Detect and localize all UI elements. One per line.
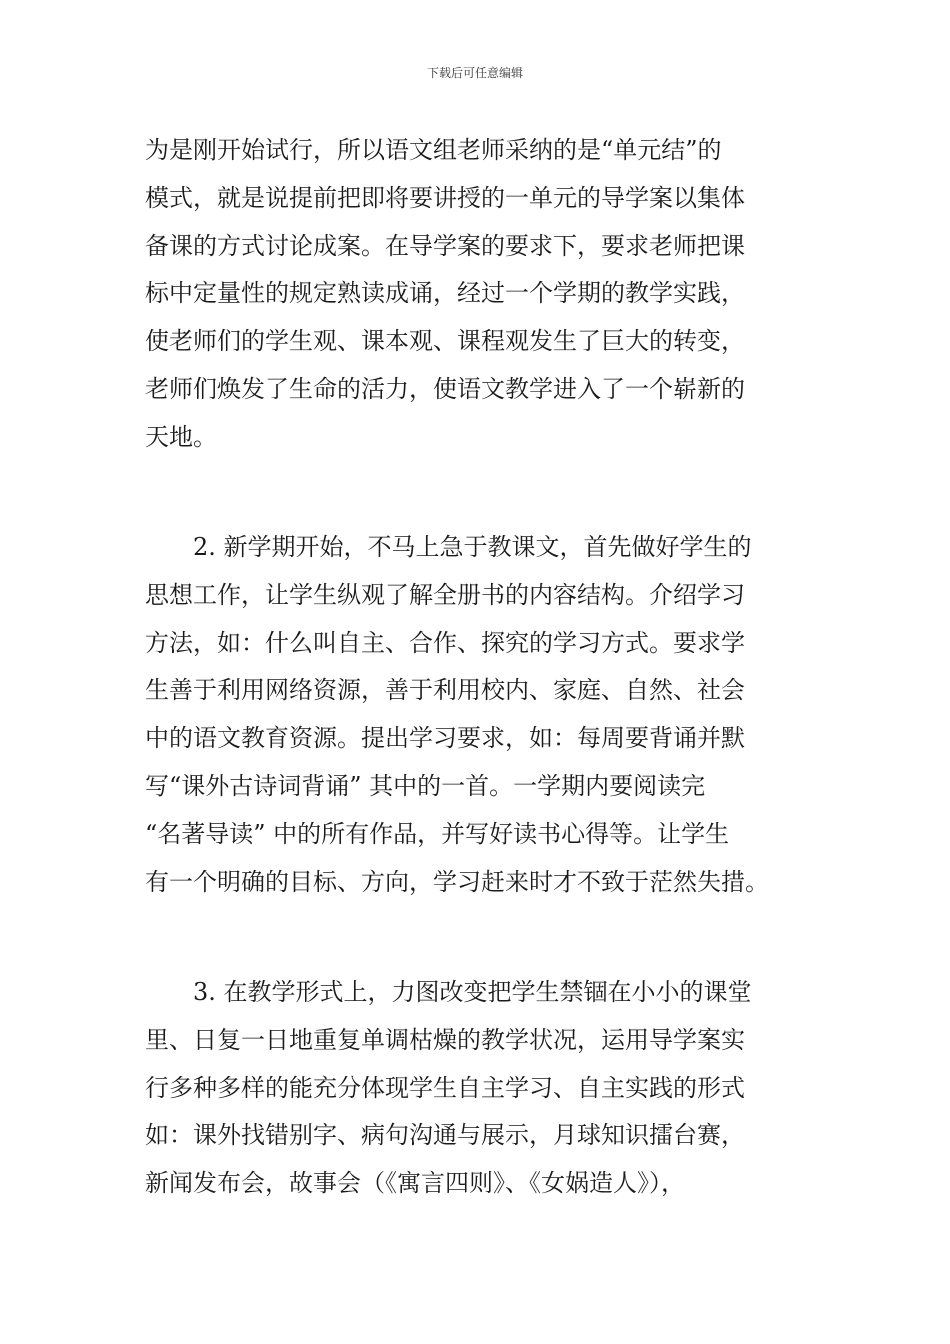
page-header: 下载后可任意编辑	[426, 66, 523, 80]
text-line: 方法，如：什么叫自主、合作、探究的学习方式。要求学	[145, 628, 745, 657]
text-line: 模式，就是说提前把即将要讲授的一单元的导学案以集体	[145, 183, 745, 212]
paragraph-item-2	[145, 524, 810, 906]
text-line: 有一个明确的目标、方向，学习赶来时才不致于茫然失措。	[145, 867, 769, 896]
text-line: 3. 在教学形式上，力图改变把学生禁锢在小小的课堂	[193, 978, 752, 1006]
text-line: 写“课外古诗词背诵” 其中的一首。一学期内要阅读完	[145, 771, 706, 800]
text-line: 标中定量性的规定熟读成诵，经过一个学期的教学实践，	[145, 279, 745, 308]
text-line: 2. 新学期开始，不马上急于教课文，首先做好学生的	[193, 533, 752, 561]
paragraph-item-3	[145, 969, 810, 1208]
text-line: 新闻发布会，故事会（《寓言四则》、《女娲造人》），	[145, 1169, 685, 1198]
text-line: 天地。	[145, 422, 217, 451]
text-line: 为是刚开始试行，所以语文组老师采纳的是“单元结”的	[145, 136, 722, 164]
text-line: 备课的方式讨论成案。在导学案的要求下，要求老师把课	[145, 231, 745, 260]
text-line: 使老师们的学生观、课本观、课程观发生了巨大的转变，	[145, 327, 745, 356]
text-line: 行多种多样的能充分体现学生自主学习、自主实践的形式	[145, 1073, 745, 1102]
text-line: 思想工作，让学生纵观了解全册书的内容结构。介绍学习	[145, 580, 745, 609]
text-line: 里、日复一日地重复单调枯燥的教学状况，运用导学案实	[145, 1025, 745, 1054]
text-line: 生善于利用网络资源，善于利用校内、家庭、自然、社会	[145, 676, 745, 705]
text-line: 老师们焕发了生命的活力，使语文教学进入了一个崭新的	[145, 374, 745, 403]
text-line: 如：课外找错别字、病句沟通与展示，月球知识擂台赛，	[145, 1121, 745, 1150]
text-line: 中的语文教育资源。提出学习要求，如：每周要背诵并默	[145, 724, 745, 753]
text-line: “名著导读” 中的所有作品，并写好读书心得等。让学生	[145, 819, 730, 848]
paragraph-continuation	[145, 127, 810, 462]
